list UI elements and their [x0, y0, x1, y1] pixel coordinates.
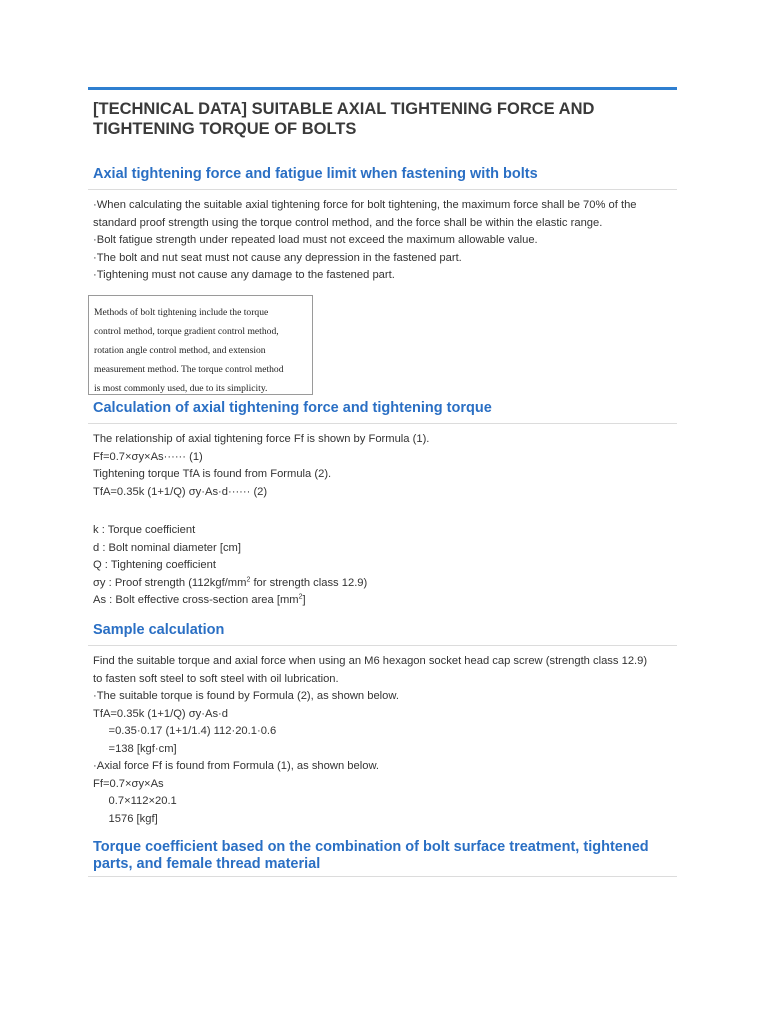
definition-q: Q : Tightening coefficient [93, 559, 216, 571]
definition-as-text: As : Bolt effective cross-section area [mm [93, 594, 299, 606]
tightening-methods-note [88, 295, 313, 395]
section2-body [93, 431, 673, 501]
calc-line: 0.7×112×20.1 [93, 795, 177, 807]
section-divider [88, 876, 677, 877]
note-line: control method, torque gradient control method, [94, 326, 279, 337]
section-divider [88, 645, 677, 646]
title-top-rule [88, 87, 677, 90]
section-title-calculation: Calculation of axial tightening force and tightening torque [93, 400, 492, 416]
section-title-torque-coefficient [93, 839, 678, 873]
definition-as [93, 592, 673, 610]
body-line: ·Tightening must not cause any damage to the fastened part. [93, 269, 395, 281]
note-line: is most commonly used, due to its simplicity. [94, 383, 268, 394]
superscript: 2 [298, 593, 303, 601]
page-title [93, 99, 673, 139]
body-line: Tightening torque TfA is found from Formula (2). [93, 468, 332, 480]
section-title-line-2: parts, and female thread material [93, 856, 321, 872]
body-line: ·Axial force Ff is found from Formula (1), as shown below. [93, 760, 380, 772]
body-line: The relationship of axial tightening force Ff is shown by Formula (1). [93, 433, 430, 445]
note-line: measurement method. The torque control method [94, 364, 284, 375]
definition-sigma [93, 575, 673, 593]
body-line: standard proof strength using the torque control method, and the force shall be within the elastic range. [93, 216, 603, 229]
section-title-sample: Sample calculation [93, 622, 225, 638]
definition-sigma-text: σy : Proof strength (112kgf/mm [93, 576, 247, 589]
formula-2: TfA=0.35k (1+1/Q) σy·As·d······ (2) [93, 485, 268, 498]
calc-line: TfA=0.35k (1+1/Q) σy·As·d [93, 707, 228, 720]
body-line: ·The bolt and nut seat must not cause any depression in the fastened part. [93, 251, 462, 264]
section-divider [88, 189, 677, 190]
body-line: ·Bolt fatigue strength under repeated load must not exceed the maximum allowable value. [93, 234, 538, 246]
formula-1: Ff=0.7×σy×As······ (1) [93, 450, 203, 463]
page-title-line-1: [TECHNICAL DATA] SUITABLE AXIAL TIGHTENING FORCE AND [93, 100, 595, 118]
section3-body [93, 653, 673, 828]
definition-sigma-text: for strength class 12.9) [250, 576, 368, 589]
body-line: ·When calculating the suitable axial tightening force for bolt tightening, the maximum force shall be 70% of the [93, 199, 637, 211]
section-title-line-1: Torque coefficient based on the combination of bolt surface treatment, tightened [93, 839, 649, 855]
calc-line: 1576 [kgf] [93, 812, 158, 825]
note-line: rotation angle control method, and extension [94, 345, 266, 356]
calc-line: Ff=0.7×σy×As [93, 777, 164, 790]
body-line: ·The suitable torque is found by Formula (2), as shown below. [93, 690, 399, 702]
section1-body [93, 197, 673, 285]
calc-line: =0.35·0.17 (1+1/1.4) 112·20.1·0.6 [93, 725, 277, 737]
calc-line: =138 [kgf·cm] [93, 742, 177, 755]
superscript: 2 [246, 575, 251, 583]
section-title-axial-force: Axial tightening force and fatigue limit when fastening with bolts [93, 166, 538, 182]
note-line: Methods of bolt tightening include the torque [94, 307, 269, 318]
body-line: to fasten soft steel to soft steel with oil lubrication. [93, 672, 339, 685]
definition-as-text: ] [302, 594, 306, 606]
definition-d: d : Bolt nominal diameter [cm] [93, 541, 241, 554]
section-divider [88, 423, 677, 424]
symbol-definitions [93, 522, 673, 610]
body-line: Find the suitable torque and axial force when using an M6 hexagon socket head cap screw (strength class 12.9) [93, 655, 648, 667]
definition-k: k : Torque coefficient [93, 524, 196, 536]
page-title-line-2: TIGHTENING TORQUE OF BOLTS [93, 120, 357, 138]
